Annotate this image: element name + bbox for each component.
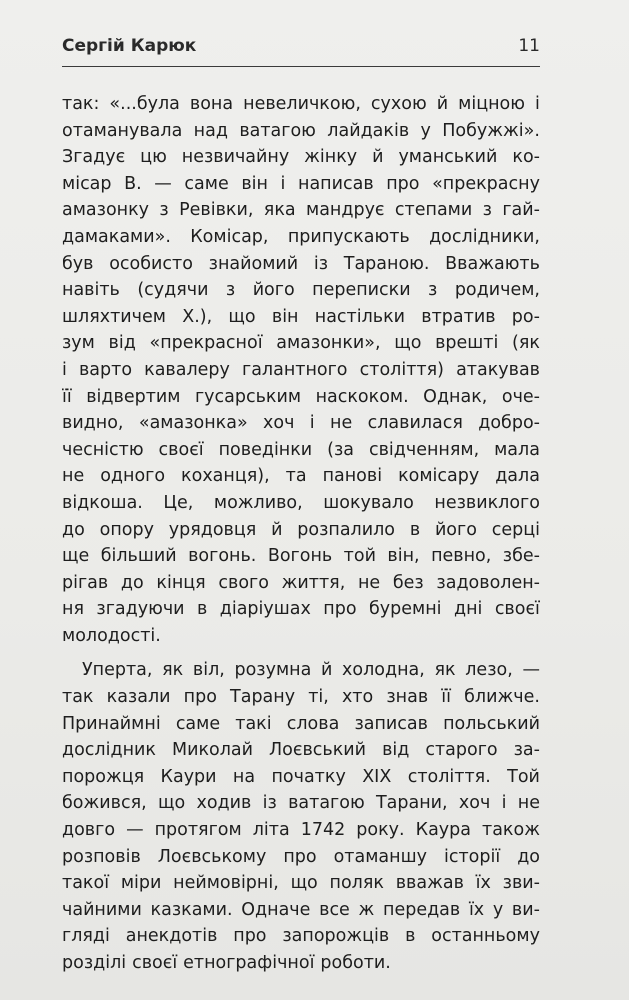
- text-line: розділі своєї етнографічної роботи.: [62, 953, 391, 973]
- text-line: дослідник Миколай Лоєвський від старого за-: [62, 740, 540, 761]
- text-line: молодості.: [62, 625, 161, 646]
- text-line: не одного коханця), та панові комісару дала: [62, 466, 540, 487]
- text-line: і варто кавалеру галантного століття) атакував: [62, 359, 540, 380]
- body-text: [62, 91, 540, 977]
- text-line: розповів Лоєвському про отаманшу історії до: [62, 846, 540, 867]
- text-line: такої міри неймовірні, що поляк вважав їх зви-: [62, 873, 540, 894]
- text-line: ня згадуючи в діаріушах про буремні дні своєї: [62, 599, 540, 620]
- text-line: місар В. — саме він і написав про «прекрасну: [62, 173, 540, 194]
- text-line: ще більший вогонь. Вогонь той він, певно, збе-: [62, 546, 540, 567]
- text-line: порожця Каури на початку XIX століття. Той: [62, 766, 540, 787]
- text-line: видно, «амазонка» хоч і не славилася добро-: [62, 413, 540, 434]
- running-header: [62, 30, 540, 64]
- text-line: амазонку з Ревівки, яка мандрує степами з гай-: [62, 200, 540, 221]
- text-line: так казали про Тарану ті, хто знав її ближче.: [62, 687, 540, 708]
- paragraph: [62, 657, 540, 976]
- text-line: був особисто знайомий із Тараною. Вважають: [62, 253, 540, 274]
- text-line: гляді анекдотів про запорожців в останньому: [62, 926, 540, 947]
- text-line: відкоша. Це, можливо, шокувало незвиклого: [62, 492, 540, 513]
- text-line: довго — протягом літа 1742 року. Каура також: [62, 820, 540, 841]
- paragraph-gap: [62, 649, 540, 657]
- text-line: її відвертим гусарським наскоком. Однак, оче-: [62, 386, 540, 407]
- text-line: зум від «прекрасної амазонки», що врешті (як: [62, 333, 540, 354]
- paragraph: [62, 91, 540, 649]
- text-line: чесністю своєї поведінки (за свідченням, мала: [62, 439, 540, 460]
- text-line: Уперта, як віл, розумна й холодна, як лезо, —: [82, 660, 540, 681]
- page-number: 11: [518, 36, 540, 56]
- text-line: чайними казками. Одначе все ж передав їх у ви-: [62, 899, 540, 920]
- text-line: шляхтичем Х.), що він настільки втратив ро-: [62, 306, 540, 327]
- text-line: Згадує цю незвичайну жінку й уманський ко-: [62, 147, 540, 168]
- text-line: божився, що ходив із ватагою Тарани, хоч і не: [62, 793, 540, 814]
- text-line: дамаками». Комісар, припускають дослідники,: [62, 226, 540, 247]
- header-divider: [62, 66, 540, 67]
- text-line: до опору урядовця й розпалило в його серці: [62, 519, 540, 540]
- author-name: Сергій Карюк: [62, 36, 197, 56]
- text-line: навіть (судячи з його переписки з родичем,: [62, 280, 540, 301]
- text-line: отаманувала над ватагою лайдаків у Побужжі».: [62, 120, 540, 141]
- text-line: так: «...була вона невеличкою, сухою й міцною і: [62, 94, 540, 114]
- text-line: рігав до кінця свого життя, не без задоволен-: [62, 572, 540, 593]
- text-line: Принаймні саме такі слова записав польський: [62, 713, 540, 734]
